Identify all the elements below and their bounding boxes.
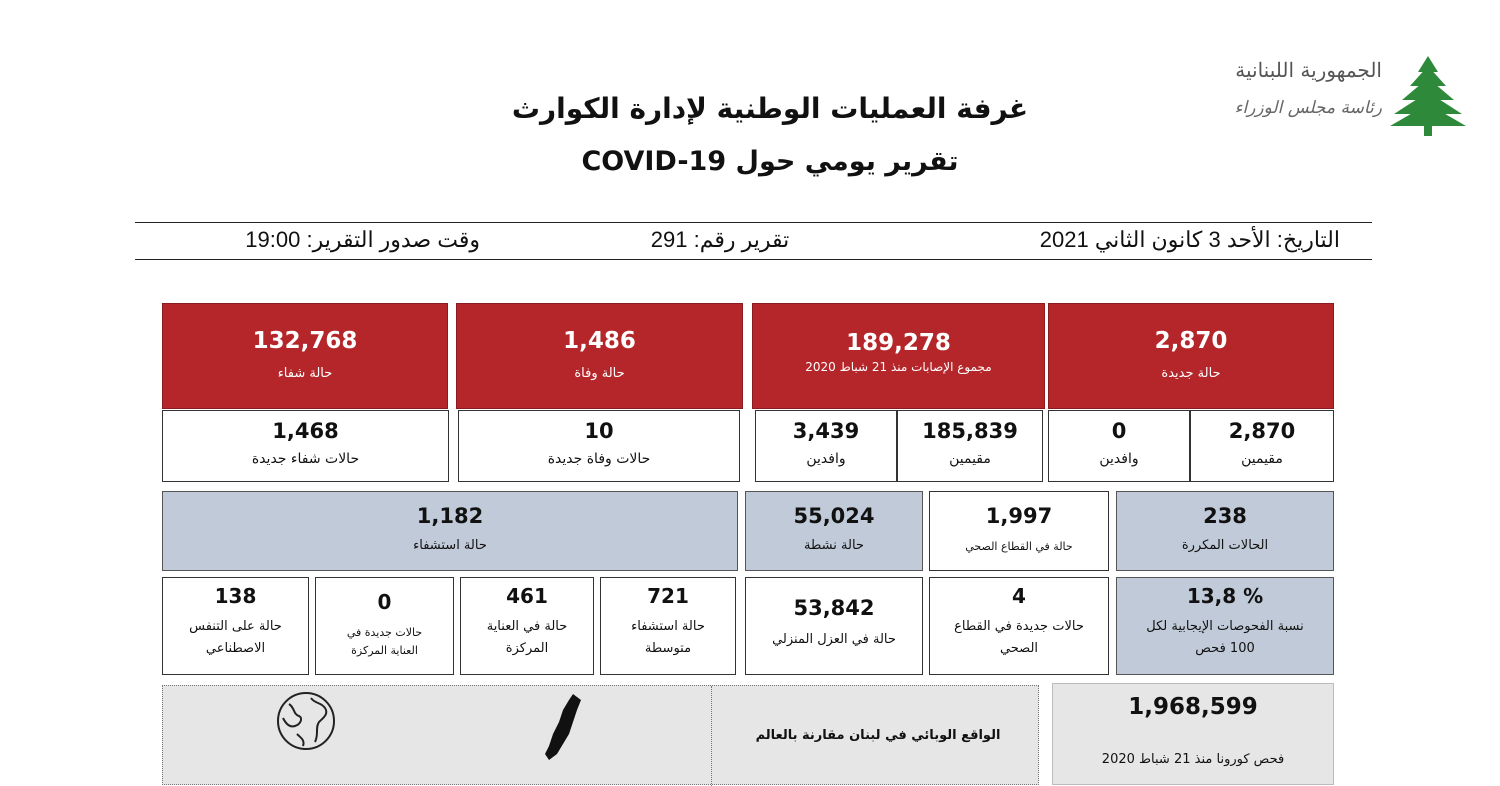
new-arrivals-card <box>1048 410 1190 482</box>
new-recoveries-label: حالات شفاء جديدة <box>251 451 360 467</box>
republic-name: الجمهورية اللبنانية <box>1235 58 1382 82</box>
total-residents-label: مقيمين <box>949 451 991 467</box>
positivity-value: 13,8 % <box>1186 584 1264 608</box>
moderate-hosp-card <box>600 577 736 675</box>
hospitalized-value: 1,182 <box>416 504 484 528</box>
total-arrivals-value: 3,439 <box>792 419 860 443</box>
ventilator-value: 138 <box>214 584 257 608</box>
new-deaths-label: حالات وفاة جديدة <box>547 451 651 467</box>
new-residents-value: 2,870 <box>1228 419 1296 443</box>
council-name: رئاسة مجلس الوزراء <box>1234 98 1382 118</box>
new-icu-label: حالات جديدة في العناية المركزة <box>346 626 423 657</box>
active-cases-card <box>745 491 923 571</box>
new-residents-label: مقيمين <box>1241 451 1283 467</box>
health-sector-card <box>929 491 1109 571</box>
positivity-label: نسبة الفحوصات الإيجابية لكل 100 فحص <box>1146 619 1304 656</box>
icu-card <box>460 577 594 675</box>
icu-label: حالة في العناية المركزة <box>486 619 568 656</box>
tests-card <box>1052 683 1334 785</box>
page-subtitle: تقرير يومي حول COVID-19 <box>581 146 959 177</box>
total-arrivals-card <box>755 410 897 482</box>
republic-logo <box>1188 52 1468 142</box>
total-residents-value: 185,839 <box>922 419 1018 443</box>
moderate-hosp-value: 721 <box>647 584 689 608</box>
new-recoveries-value: 1,468 <box>272 419 339 443</box>
comparison-label: الواقع الوبائي في لبنان مقارنة بالعالم <box>755 728 1001 743</box>
ventilator-label: حالة على التنفس الاصطناعي <box>189 619 282 656</box>
recovered-value: 132,768 <box>252 328 358 354</box>
new-cases-value: 2,870 <box>1154 328 1228 354</box>
positivity-card <box>1116 577 1334 675</box>
health-sector-value: 1,997 <box>985 504 1053 528</box>
info-top-rule <box>135 222 1372 223</box>
lebanon-map-icon <box>543 692 583 762</box>
cedar-tree-icon <box>1388 52 1468 140</box>
tests-label: فحص كورونا منذ 21 شباط 2020 <box>1101 752 1285 767</box>
health-sector-label: حالة في القطاع الصحي <box>965 540 1073 553</box>
new-icu-card <box>315 577 454 675</box>
home-isolation-card <box>745 577 923 675</box>
new-arrivals-label: وافدين <box>1099 451 1139 467</box>
tests-value: 1,968,599 <box>1128 694 1258 720</box>
home-isolation-label: حالة في العزل المنزلي <box>772 632 896 647</box>
new-cases-card <box>1048 303 1334 409</box>
report-time: وقت صدور التقرير: 19:00 <box>245 227 480 252</box>
moderate-hosp-label: حالة استشفاء متوسطة <box>631 619 705 656</box>
new-icu-value: 0 <box>377 590 392 614</box>
total-cases-card <box>752 303 1045 409</box>
new-health-sector-label: حالات جديدة في القطاع الصحي <box>954 619 1084 656</box>
total-arrivals-label: وافدين <box>806 451 846 467</box>
deaths-card <box>456 303 743 409</box>
info-bottom-rule <box>135 259 1372 260</box>
new-cases-label: حالة جديدة <box>1161 366 1221 381</box>
new-health-sector-value: 4 <box>1012 584 1026 608</box>
recovered-card <box>162 303 448 409</box>
active-cases-value: 55,024 <box>793 504 875 528</box>
globe-icon <box>275 690 337 752</box>
comparison-panel <box>162 685 1039 785</box>
deaths-value: 1,486 <box>563 328 636 354</box>
new-arrivals-value: 0 <box>1111 419 1127 443</box>
home-isolation-value: 53,842 <box>793 596 875 620</box>
recovered-label: حالة شفاء <box>277 366 333 381</box>
new-deaths-value: 10 <box>584 419 614 443</box>
report-number: تقرير رقم: 291 <box>650 227 790 252</box>
page-title: غرفة العمليات الوطنية لإدارة الكوارث <box>511 92 1029 125</box>
report-date: التاريخ: الأحد 3 كانون الثاني 2021 <box>1039 227 1340 252</box>
active-cases-label: حالة نشطة <box>804 538 864 553</box>
ventilator-card <box>162 577 309 675</box>
total-cases-value: 189,278 <box>846 330 951 356</box>
repeated-cases-value: 238 <box>1203 504 1247 528</box>
repeated-cases-card <box>1116 491 1334 571</box>
new-recoveries-card <box>162 410 449 482</box>
new-deaths-card <box>458 410 740 482</box>
icu-value: 461 <box>506 584 548 608</box>
new-health-sector-card <box>929 577 1109 675</box>
total-cases-label: مجموع الإصابات منذ 21 شباط 2020 <box>805 360 992 374</box>
comparison-divider <box>711 686 712 786</box>
deaths-label: حالة وفاة <box>574 366 625 381</box>
hospitalized-card <box>162 491 738 571</box>
new-residents-card <box>1190 410 1334 482</box>
total-residents-card <box>897 410 1043 482</box>
repeated-cases-label: الحالات المكررة <box>1181 538 1269 553</box>
hospitalized-label: حالة استشفاء <box>413 538 487 553</box>
